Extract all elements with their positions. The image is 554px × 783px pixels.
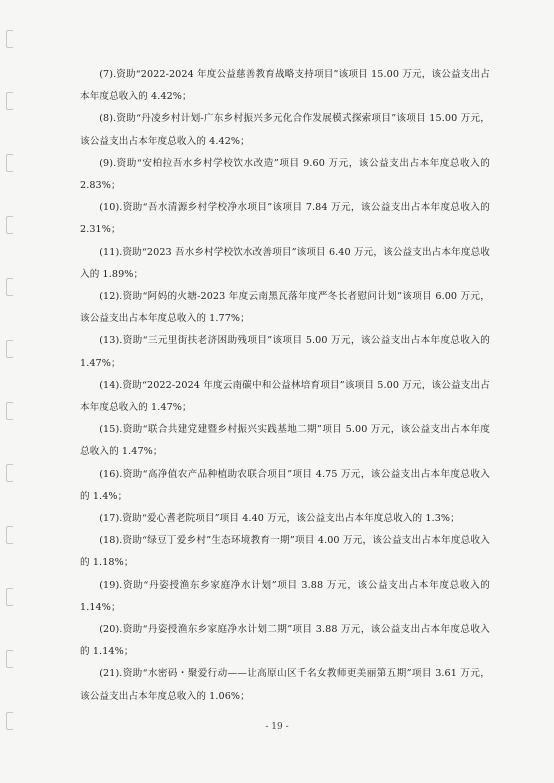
- list-item: (18).资助“绿豆丁爱乡村”生态环境教育一期”项目 4.00 万元，该公益支出占本年度总收入的 1.18%；: [80, 535, 490, 569]
- list-item: (14).资助“2022-2024 年度云南碳中和公益林培育项目”该项目 5.00 万元，该公益支出占本年度总收入的 1.47%；: [80, 379, 490, 414]
- list-item: (21).资助“水密码・聚爱行动——让高原山区千名女教师更美丽第五期”项目 3.61 万元，该公益支出占本年度总收入的 1.06%；: [80, 668, 490, 702]
- list-item: (16).资助“高净值农产品种植助农联合项目”项目 4.75 万元，该公益支出占本年度总收入的 1.4%；: [80, 468, 490, 502]
- page-number: - 19 -: [265, 722, 289, 732]
- list-item: (10).资助“吾水清源乡村学校净水项目”该项目 7.84 万元，该公益支出占本年度总收入的 2.31%；: [80, 202, 490, 236]
- list-item: (19).资助“丹姿授渔东乡家庭净水计划”项目 3.88 万元，该公益支出占本年度总收入的 1.14%；: [80, 579, 490, 613]
- list-item: (12).资助“阿妈的火塘-2023 年度云南黑瓦落年度严冬长者慰问计划”该项目 6.00 万元，该公益支出占本年度总收入的 1.77%；: [80, 291, 490, 325]
- list-item: (8).资助“丹凌乡村计划-广东乡村振兴多元化合作发展模式探索项目”该项目 15.00 万元，该公益支出占本年度总收入的 4.42%；: [80, 113, 490, 147]
- list-item: (7).资助“2022-2024 年度公益慈善教育战略支持项目”该项目 15.00 万元，该公益支出占本年度总收入的 4.42%；: [80, 69, 490, 103]
- binding-holes: [6, 30, 18, 760]
- list-item: (15).资助“联合共建党建暨乡村振兴实践基地二期”项目 5.00 万元，该公益支出占本年度总收入的 1.47%；: [80, 424, 490, 458]
- list-item: (17).资助“爱心耆老院项目”项目 4.40 万元，该公益支出占本年度总收入的 1.3%；: [99, 513, 460, 525]
- list-item: (11).资助“2023 吾水乡村学校饮水改善项目”该项目 6.40 万元，该公益支出占本年度总收入的 1.89%；: [80, 246, 490, 280]
- list-item: (9).资助“安柏拉吾水乡村学校饮水改造”项目 9.60 万元，该公益支出占本年度总收入的 2.83%；: [80, 157, 490, 192]
- list-item: (13).资助“三元里街扶老济困助残项目”该项目 5.00 万元，该公益支出占本年度总收入的 1.47%；: [80, 335, 490, 369]
- list-item: (20).资助“丹姿授渔东乡家庭净水计划二期”项目 3.88 万元，该公益支出占本年度总收入的 1.14%；: [80, 624, 490, 658]
- document-body: [80, 64, 490, 708]
